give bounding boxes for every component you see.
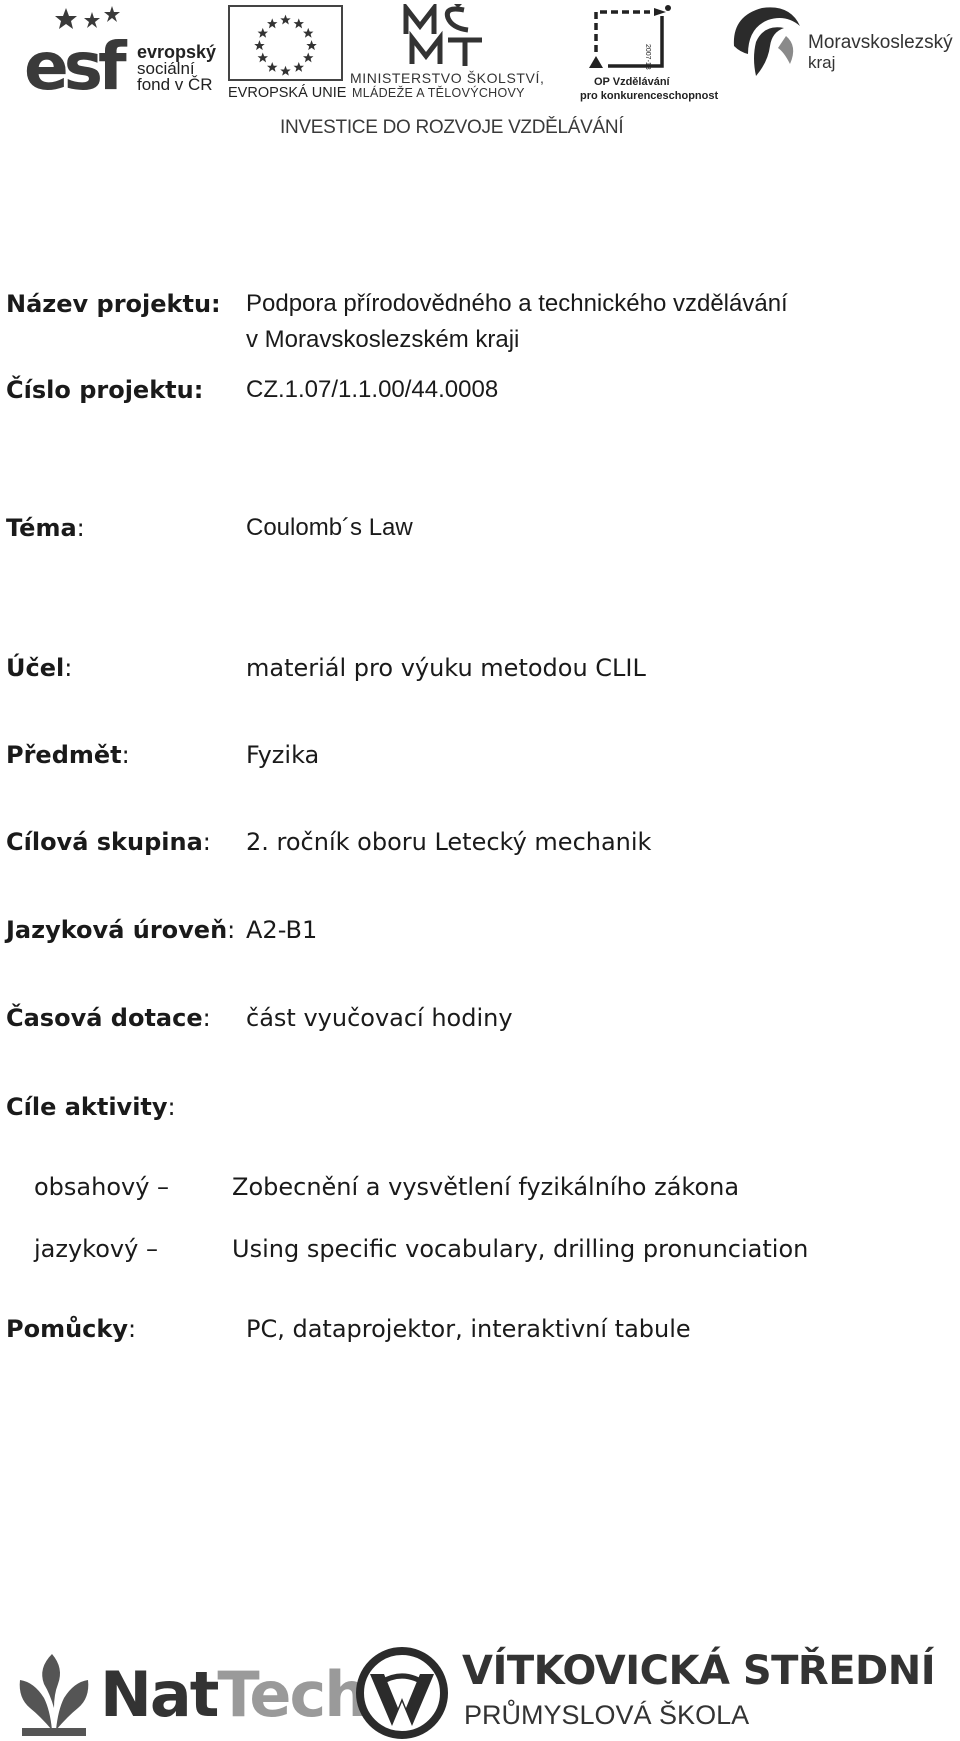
- op-square-icon: [588, 4, 678, 72]
- msmt-caption-line2: MLÁDEŽE A TĚLOVÝCHOVY: [352, 86, 525, 100]
- moravskoslezsky-emblem-icon: [726, 2, 804, 80]
- topic-value: Coulomb´s Law: [246, 514, 413, 541]
- goals-label: Cíle aktivity:: [6, 1093, 176, 1121]
- msmt-monogram-icon: [402, 4, 486, 68]
- esf-logo: [24, 6, 224, 105]
- op-caption-line1: OP Vzdělávání: [594, 76, 670, 88]
- project-number-label: Číslo projektu:: [6, 376, 204, 404]
- nattech-tech: Tech: [217, 1658, 367, 1731]
- purpose-value: materiál pro výuku metodou CLIL: [246, 654, 646, 682]
- esf-caption-line1: evropský: [137, 42, 217, 62]
- aids-value: PC, dataprojektor, interaktivní tabule: [246, 1315, 691, 1343]
- language-level-value: A2-B1: [246, 916, 318, 944]
- nattech-nat: Nat: [100, 1658, 218, 1731]
- eu-caption: EVROPSKÁ UNIE: [228, 85, 347, 101]
- mk-caption-line2: kraj: [808, 53, 836, 72]
- msmt-logo: [350, 4, 550, 102]
- vitkovicka-seal-icon: [356, 1646, 448, 1740]
- goal-content-value: Zobecnění a vysvětlení fyzikálního zákona: [232, 1173, 740, 1201]
- eu-flag-icon: [228, 5, 343, 81]
- slogan: INVESTICE DO ROZVOJE VZDĚLÁVÁNÍ: [280, 117, 624, 138]
- eu-logo: [228, 5, 347, 103]
- subject-value: Fyzika: [246, 741, 320, 769]
- esf-caption-line3: fond v ČR: [137, 75, 213, 94]
- nattech-wordmark: [100, 1660, 366, 1730]
- project-name-value-line2: v Moravskoslezském kraji: [246, 326, 520, 353]
- time-value: část vyučovací hodiny: [246, 1004, 513, 1032]
- topic-label: Téma:: [6, 514, 85, 542]
- project-name-label: Název projektu:: [6, 290, 221, 318]
- msmt-caption-line1: MINISTERSTVO ŠKOLSTVÍ,: [350, 70, 545, 86]
- op-caption-line2: pro konkurenceschopnost: [580, 90, 719, 102]
- esf-caption-line2: sociální: [137, 59, 195, 78]
- project-name-value-line1: Podpora přírodovědného a technického vzdělávání: [246, 290, 788, 317]
- target-group-value: 2. ročník oboru Letecký mechanik: [246, 828, 652, 856]
- op-logo: [580, 4, 719, 102]
- footer-logos: [0, 1640, 960, 1740]
- esf-caption: [137, 44, 216, 93]
- goal-language-label: jazykový –: [34, 1235, 158, 1263]
- svg-text:2007-13: 2007-13: [644, 44, 651, 70]
- school-name-line2: PRŮMYSLOVÁ ŠKOLA: [464, 1700, 750, 1730]
- mk-caption-line1: Moravskoslezský: [808, 32, 953, 53]
- goal-language-value: Using specific vocabulary, drilling pronunciation: [232, 1235, 809, 1263]
- target-group-label: Cílová skupina:: [6, 828, 211, 856]
- moravskoslezsky-logo: [726, 2, 960, 82]
- aids-label: Pomůcky:: [6, 1315, 137, 1343]
- time-label: Časová dotace:: [6, 1004, 211, 1032]
- subject-label: Předmět:: [6, 741, 130, 769]
- header-logos: [0, 0, 960, 140]
- goal-content-label: obsahový –: [34, 1173, 170, 1201]
- esf-letters: esf: [24, 28, 122, 105]
- language-level-label: Jazyková úroveň:: [6, 916, 236, 944]
- project-name-value: [246, 286, 788, 322]
- school-name-line1: VÍTKOVICKÁ STŘEDNÍ: [462, 1648, 936, 1694]
- vitkovicka-seal-year: 1828: [393, 1723, 411, 1732]
- nattech-emblem-icon: [14, 1650, 94, 1740]
- purpose-label: Účel:: [6, 654, 73, 682]
- project-number-value: CZ.1.07/1.1.00/44.0008: [246, 376, 499, 403]
